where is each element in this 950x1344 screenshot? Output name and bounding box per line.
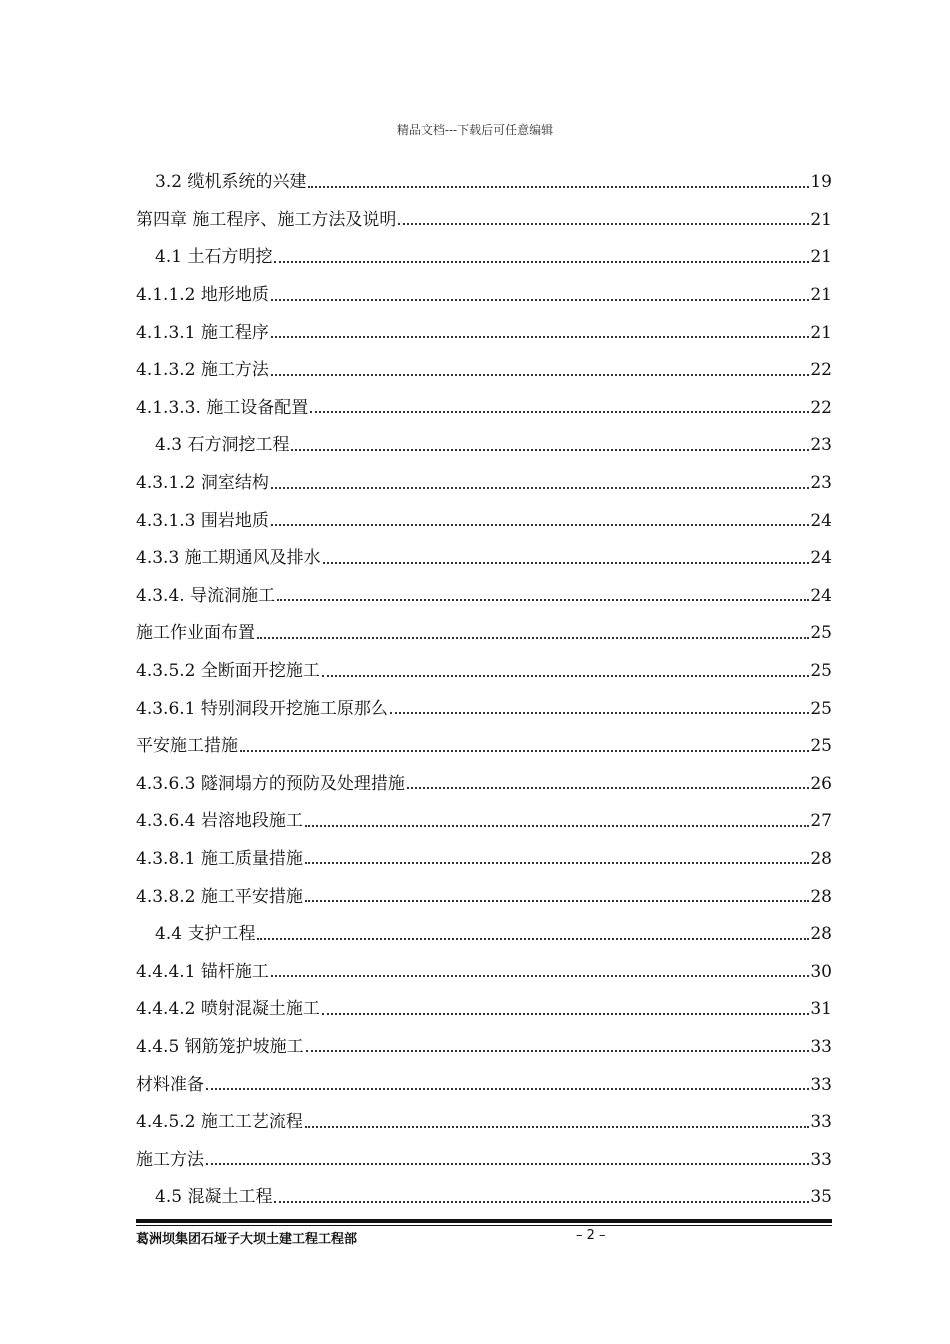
toc-entry[interactable] [136,465,832,503]
toc-entry-title: 4.1 土石方明挖 [155,247,273,268]
toc-entry[interactable] [136,239,832,277]
toc-entry-title: 4.4.5.2 施工工艺流程 [136,1112,303,1133]
toc-entry[interactable] [136,803,832,841]
toc-entry-page: 28 [810,924,832,945]
toc-dot-leader [308,186,809,188]
toc-dot-leader [240,750,809,752]
toc-entry-title: 施工方法 [136,1149,204,1170]
toc-entry-page: 19 [810,172,832,193]
toc-dot-leader [271,336,809,338]
toc-entry-title: 4.3.6.4 岩溶地段施工 [136,811,303,832]
toc-entry[interactable] [136,690,832,728]
toc-entry-page: 24 [810,548,832,569]
page-footer [136,1228,832,1246]
toc-entry-title: 4.3.4. 导流洞施工 [136,585,276,606]
toc-entry-page: 25 [810,623,832,644]
toc-entry-page: 24 [810,510,832,531]
toc-dot-leader [398,223,809,225]
toc-dot-leader [305,1126,809,1128]
toc-entry-page: 28 [810,848,832,869]
toc-dot-leader [271,487,809,489]
toc-entry-page: 25 [810,698,832,719]
toc-dot-leader [323,562,810,564]
toc-dot-leader [305,900,809,902]
footer-rule-thin [136,1225,832,1226]
footer-organization: 葛洲坝集团石垭子大坝土建工程工程部 [136,1232,358,1247]
toc-entry[interactable] [136,766,832,804]
toc-entry[interactable] [136,202,832,240]
footer-rule-thick [136,1219,832,1223]
toc-entry-page: 22 [810,397,832,418]
table-of-contents [136,164,832,1217]
toc-entry[interactable] [136,277,832,315]
toc-dot-leader [390,712,809,714]
toc-entry-title: 4.3.8.2 施工平安措施 [136,886,303,907]
toc-entry[interactable] [136,1104,832,1142]
toc-entry-page: 33 [810,1074,832,1095]
toc-entry-page: 23 [810,473,832,494]
toc-entry-page: 27 [810,811,832,832]
toc-entry-page: 24 [810,585,832,606]
toc-entry-page: 30 [810,961,832,982]
toc-entry[interactable] [136,991,832,1029]
toc-entry-title: 4.3.6.1 特别洞段开挖施工原那么 [136,698,388,719]
toc-entry-page: 21 [810,322,832,343]
toc-entry-page: 33 [810,1112,832,1133]
toc-dot-leader [306,1050,810,1052]
toc-dot-leader [322,1013,809,1015]
toc-entry-page: 21 [810,285,832,306]
toc-entry[interactable] [136,1066,832,1104]
toc-entry-title: 4.3.1.2 洞室结构 [136,473,269,494]
toc-entry-page: 33 [810,1036,832,1057]
toc-dot-leader [274,261,809,263]
toc-entry-title: 4.5 混凝土工程 [155,1187,273,1208]
toc-dot-leader [271,299,809,301]
toc-dot-leader [277,599,809,601]
toc-entry-title: 4.1.3.2 施工方法 [136,360,269,381]
toc-entry-title: 4.3 石方洞挖工程 [155,435,290,456]
toc-entry[interactable] [136,728,832,766]
toc-dot-leader [206,1088,809,1090]
toc-dot-leader [271,975,809,977]
toc-entry-page: 21 [810,247,832,268]
toc-entry-page: 25 [810,661,832,682]
toc-dot-leader [206,1163,809,1165]
toc-dot-leader [274,1201,809,1203]
toc-entry-title: 4.4.5 钢筋笼护坡施工 [136,1036,304,1057]
toc-entry-page: 35 [810,1187,832,1208]
toc-entry[interactable] [136,953,832,991]
toc-entry-page: 33 [810,1149,832,1170]
toc-entry[interactable] [136,352,832,390]
footer-page-number: – 2 – [576,1228,606,1243]
toc-entry-page: 26 [810,773,832,794]
header-watermark: 精品文档---下载后可任意编辑 [396,123,554,137]
toc-entry-title: 4.4.4.1 锚杆施工 [136,961,269,982]
toc-entry[interactable] [136,390,832,428]
toc-entry[interactable] [136,578,832,616]
toc-entry[interactable] [136,314,832,352]
toc-dot-leader [257,938,809,940]
toc-entry-title: 4.3.3 施工期通风及排水 [136,548,321,569]
toc-dot-leader [291,449,809,451]
toc-entry[interactable] [136,841,832,879]
toc-entry-title: 4.3.8.1 施工质量措施 [136,848,303,869]
toc-entry[interactable] [136,916,832,954]
toc-entry[interactable] [136,1029,832,1067]
toc-entry[interactable] [136,1141,832,1179]
toc-dot-leader [310,411,809,413]
toc-entry[interactable] [136,653,832,691]
toc-entry-title: 第四章 施工程序、施工方法及说明 [136,209,397,230]
toc-entry-title: 4.3.6.3 隧洞塌方的预防及处理措施 [136,773,405,794]
toc-entry-page: 22 [810,360,832,381]
toc-entry-page: 21 [810,209,832,230]
toc-dot-leader [407,787,809,789]
toc-entry[interactable] [136,540,832,578]
toc-entry[interactable] [136,164,832,202]
toc-entry-page: 31 [810,999,832,1020]
toc-entry[interactable] [136,878,832,916]
toc-entry-title: 4.3.5.2 全断面开挖施工 [136,661,320,682]
toc-dot-leader [271,374,809,376]
toc-entry[interactable] [136,615,832,653]
toc-entry-title: 施工作业面布置 [136,623,255,644]
toc-dot-leader [305,825,809,827]
toc-dot-leader [305,862,809,864]
toc-entry-title: 3.2 缆机系统的兴建 [155,172,307,193]
toc-entry-title: 4.1.3.3. 施工设备配置 [136,397,309,418]
toc-entry-page: 28 [810,886,832,907]
toc-entry-title: 材料准备 [136,1074,204,1095]
toc-entry-title: 4.4.4.2 喷射混凝土施工 [136,999,320,1020]
toc-entry-page: 25 [810,736,832,757]
toc-dot-leader [271,524,809,526]
toc-entry[interactable] [136,502,832,540]
toc-entry-title: 4.3.1.3 围岩地质 [136,510,269,531]
toc-dot-leader [257,637,809,639]
toc-entry-title: 4.1.1.2 地形地质 [136,285,269,306]
toc-entry-title: 4.4 支护工程 [155,924,256,945]
toc-entry-page: 23 [810,435,832,456]
toc-entry-title: 平安施工措施 [136,736,238,757]
toc-entry-title: 4.1.3.1 施工程序 [136,322,269,343]
toc-entry[interactable] [136,427,832,465]
toc-entry[interactable] [136,1179,832,1217]
toc-dot-leader [322,675,809,677]
